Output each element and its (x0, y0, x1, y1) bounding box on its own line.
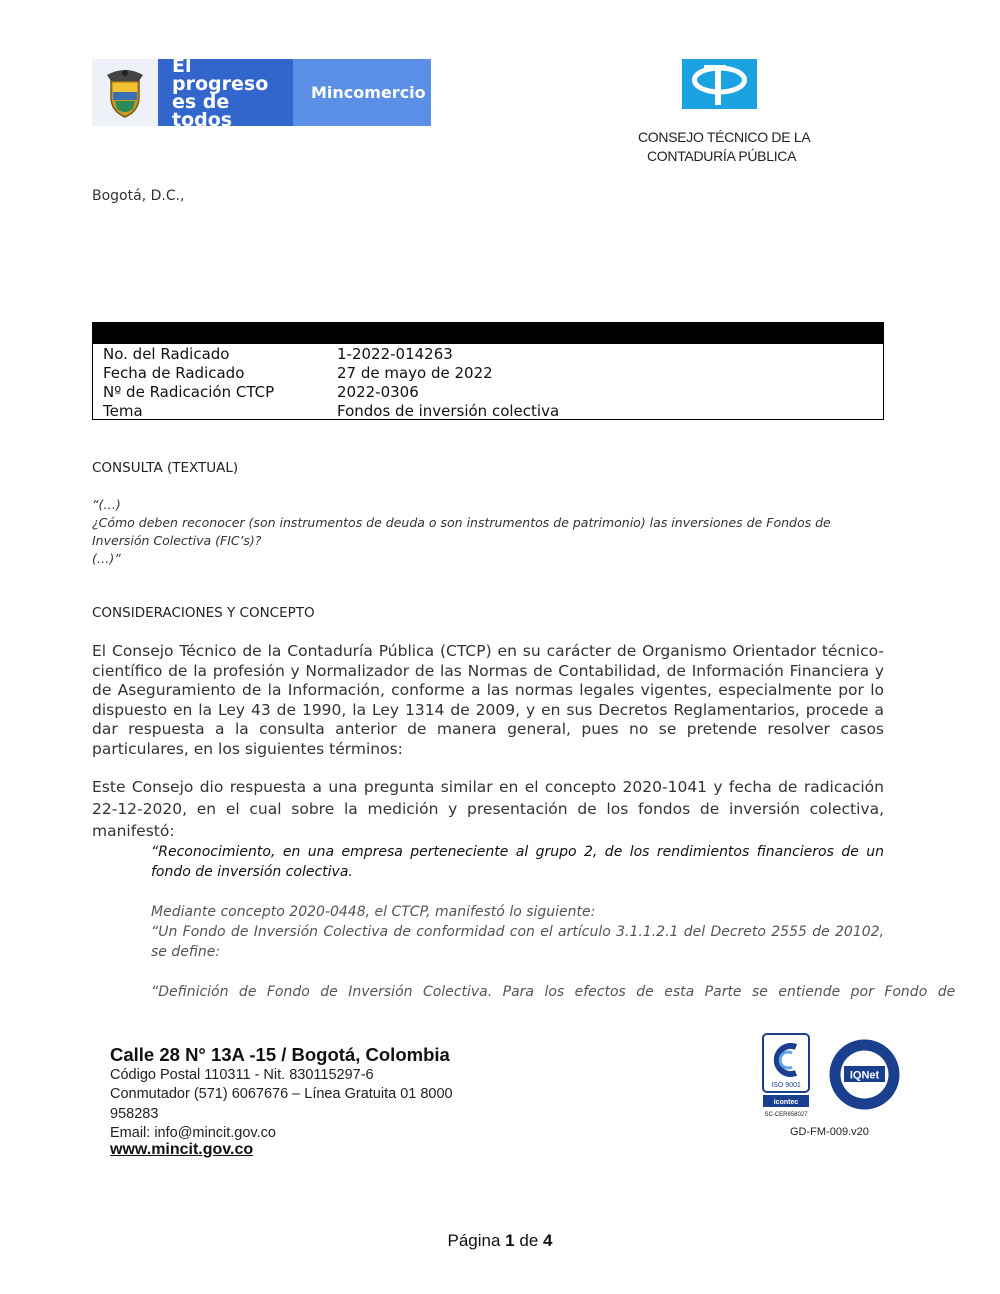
table-row (93, 383, 883, 402)
iso-certification-icon (762, 1033, 814, 1119)
filing-table (92, 322, 884, 420)
footer-address: Calle 28 N° 13A -15 / Bogotá, Colombia (110, 1044, 450, 1065)
footer-postal: Código Postal 110311 - Nit. 830115297-6 (110, 1067, 374, 1083)
table-row (93, 364, 883, 383)
table-row (93, 345, 883, 364)
footer-email: Email: info@mincit.gov.co (110, 1125, 276, 1141)
gov-slogan-line1: El progreso (172, 54, 269, 95)
quote-reconocimiento: “Reconocimiento, en una empresa perteneciente al grupo 2, de los rendimientos financieros de un fondo de inversión colectiva. (151, 844, 884, 880)
city-line: Bogotá, D.C., (92, 188, 185, 204)
organization-name (638, 128, 838, 166)
pager-prefix: Página (447, 1231, 501, 1250)
filing-label: Tema (103, 402, 143, 420)
quote-open: “(…) (92, 497, 121, 512)
gov-slogan-line2: es de todos (172, 90, 233, 131)
table-row (93, 402, 883, 421)
filing-rows (93, 344, 883, 421)
coat-of-arms-icon (92, 59, 158, 126)
footer-phone: Conmutador (571) 6067676 – Línea Gratuita 01 8000 958283 (110, 1086, 453, 1122)
svg-text:icontec: icontec (773, 1099, 799, 1106)
paragraph-2: Este Consejo dio respuesta a una pregunta similar en el concepto 2020-1041 y fecha de radicación 22-12-2020, en el cual sobre la medición y presentación de los fondos de inversión colectiva, manifestó: (92, 778, 884, 840)
consulta-heading: CONSULTA (TEXTUAL) (92, 460, 239, 476)
org-line1: CONSEJO TÉCNICO DE LA (638, 129, 811, 145)
page-indicator (0, 1231, 1000, 1251)
iqnet-label: IQNet (849, 1069, 880, 1082)
pager-current: 1 (505, 1231, 515, 1250)
consideraciones-heading: CONSIDERACIONES Y CONCEPTO (92, 605, 315, 621)
pager-total: 4 (543, 1231, 553, 1250)
consulta-quote (92, 496, 884, 568)
quote-fondo-definicion: “Un Fondo de Inversión Colectiva de conformidad con el artículo 3.1.1.2.1 del Decreto 2555 de 20102, se define: (151, 924, 884, 960)
pager-sep: de (519, 1231, 539, 1250)
iso-label: ISO 9001 (771, 1082, 801, 1089)
quote-concepto-intro: Mediante concepto 2020-0448, el CTCP, manifestó lo siguiente: (151, 904, 596, 920)
iqnet-seal-icon (828, 1038, 901, 1111)
filing-label: No. del Radicado (103, 345, 230, 363)
filing-label: Nº de Radicación CTCP (103, 383, 275, 401)
filing-value: Fondos de inversión colectiva (337, 402, 560, 420)
ctcp-logo-icon (682, 59, 757, 109)
org-line2: CONTADURÍA PÚBLICA (647, 148, 797, 164)
quote-definicion: “Definición de Fondo de Inversión Colectiva. Para los efectos de esta Parte se entiende por Fondo de (151, 984, 956, 1000)
quote-question: ¿Cómo deben reconocer (son instrumentos de deuda o son instrumentos de patrimonio) las inversiones de Fondos de Inversión Colectiva (FIC’s)? (92, 515, 831, 548)
form-code: GD-FM-009.v20 (790, 1126, 869, 1138)
gov-banner (92, 54, 431, 131)
filing-value: 27 de mayo de 2022 (337, 364, 493, 382)
gov-slogan (158, 54, 293, 131)
quote-close: (…)” (92, 551, 121, 566)
paragraph-1: El Consejo Técnico de la Contaduría Pública (CTCP) en su carácter de Organismo Orientador técnico-científico de la profesión y Normalizador de las Normas de Contabilidad, de Información Financiera y de Aseguramiento de la Información, conforme a las normas legales vigentes, especialmente por lo dispuesto en la Ley 43 de 1990, la Ley 1314 de 2009, y en sus Decretos Reglamentarios, procede a dar respuesta a la consulta anterior de manera general, pues no se pretende resolver casos particulares, en los siguientes términos: (92, 642, 884, 758)
filing-table-header (93, 323, 883, 344)
filing-label: Fecha de Radicado (103, 364, 245, 382)
iso-cert: SC-CER658027 (764, 1112, 808, 1118)
filing-value: 1-2022-014263 (337, 345, 453, 363)
ministry-name: Mincomercio (293, 59, 431, 126)
footer-website-link[interactable]: www.mincit.gov.co (110, 1141, 254, 1158)
filing-value: 2022-0306 (337, 383, 419, 401)
